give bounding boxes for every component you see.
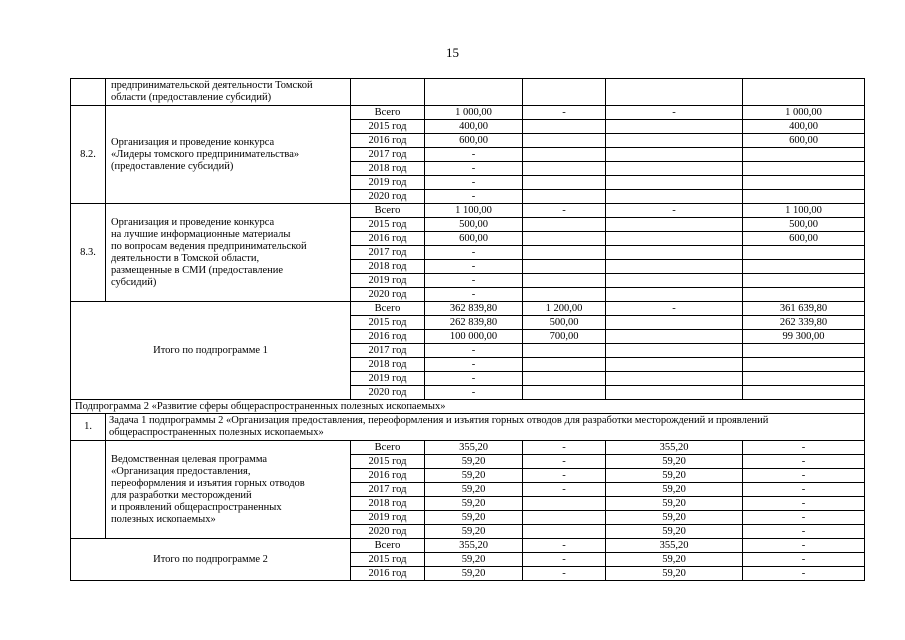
empty-cell: [351, 79, 425, 106]
other-cell: 600,00: [743, 232, 865, 246]
regional-cell: 59,20: [606, 553, 743, 567]
other-cell: [743, 344, 865, 358]
regional-cell: -: [606, 204, 743, 218]
other-cell: 1 100,00: [743, 204, 865, 218]
regional-cell: [606, 274, 743, 288]
total-cell: 262 839,80: [425, 316, 523, 330]
regional-cell: [606, 288, 743, 302]
total-cell: 59,20: [425, 525, 523, 539]
item-description: Организация и проведение конкурса на лучшие информационные материалы по вопросам ведения предпринимательской деятельности в Томской области, размещенные в СМИ (предоставление субсидий): [106, 204, 351, 302]
program-description: Ведомственная целевая программа «Организация предоставления, переоформления и изъятия горных отводов для разработки месторождений и проявлений общераспространенных полезных ископаемых»: [106, 441, 351, 539]
period-cell: Всего: [351, 106, 425, 120]
regional-cell: [606, 330, 743, 344]
regional-cell: [606, 386, 743, 400]
regional-cell: 59,20: [606, 469, 743, 483]
period-cell: 2016 год: [351, 567, 425, 581]
other-cell: 361 639,80: [743, 302, 865, 316]
regional-cell: [606, 190, 743, 204]
period-cell: 2018 год: [351, 497, 425, 511]
federal-cell: -: [523, 553, 606, 567]
other-cell: [743, 372, 865, 386]
federal-cell: -: [523, 455, 606, 469]
period-cell: 2015 год: [351, 120, 425, 134]
federal-cell: [523, 232, 606, 246]
total-cell: 1 100,00: [425, 204, 523, 218]
other-cell: 99 300,00: [743, 330, 865, 344]
page-number: 15: [446, 45, 459, 60]
regional-cell: [606, 246, 743, 260]
item-number: 8.2.: [71, 106, 106, 204]
total-cell: -: [425, 176, 523, 190]
total-cell: 59,20: [425, 553, 523, 567]
regional-cell: [606, 344, 743, 358]
regional-cell: 59,20: [606, 455, 743, 469]
regional-cell: [606, 372, 743, 386]
other-cell: [743, 246, 865, 260]
federal-cell: 700,00: [523, 330, 606, 344]
regional-cell: -: [606, 302, 743, 316]
period-cell: 2017 год: [351, 148, 425, 162]
task-text: Задача 1 подпрограммы 2 «Организация предоставления, переоформления и изъятия горных отводов для разработки месторождений и проявлений общераспространенных полезных ископаемых»: [106, 414, 865, 441]
period-cell: 2015 год: [351, 455, 425, 469]
item-description: Организация и проведение конкурса «Лидеры томского предпринимательства» (предоставление субсидий): [106, 106, 351, 204]
regional-cell: [606, 358, 743, 372]
total-cell: -: [425, 246, 523, 260]
total-cell: -: [425, 344, 523, 358]
other-cell: [743, 148, 865, 162]
other-cell: [743, 358, 865, 372]
other-cell: [743, 190, 865, 204]
period-cell: Всего: [351, 204, 425, 218]
table-row: [71, 106, 865, 120]
federal-cell: [523, 497, 606, 511]
federal-cell: [523, 274, 606, 288]
other-cell: [743, 260, 865, 274]
regional-cell: 59,20: [606, 567, 743, 581]
federal-cell: [523, 372, 606, 386]
federal-cell: [523, 162, 606, 176]
other-cell: -: [743, 483, 865, 497]
regional-cell: 59,20: [606, 483, 743, 497]
period-cell: 2016 год: [351, 232, 425, 246]
other-cell: [743, 288, 865, 302]
other-cell: 262 339,80: [743, 316, 865, 330]
federal-cell: [523, 134, 606, 148]
total-cell: 59,20: [425, 455, 523, 469]
other-cell: -: [743, 441, 865, 455]
other-cell: -: [743, 469, 865, 483]
regional-cell: 355,20: [606, 539, 743, 553]
period-cell: Всего: [351, 302, 425, 316]
period-cell: 2015 год: [351, 316, 425, 330]
regional-cell: [606, 218, 743, 232]
period-cell: Всего: [351, 539, 425, 553]
total-cell: 59,20: [425, 567, 523, 581]
other-cell: -: [743, 567, 865, 581]
federal-cell: [523, 344, 606, 358]
subprogram1-total-label: Итого по подпрограмме 1: [71, 302, 351, 400]
federal-cell: -: [523, 483, 606, 497]
other-cell: 400,00: [743, 120, 865, 134]
item-number: 8.3.: [71, 204, 106, 302]
num-cell: [71, 441, 106, 539]
total-cell: -: [425, 386, 523, 400]
federal-cell: [523, 148, 606, 162]
federal-cell: [523, 386, 606, 400]
total-cell: 355,20: [425, 441, 523, 455]
federal-cell: [523, 190, 606, 204]
continuation-desc: предпринимательской деятельности Томской области (предоставление субсидий): [106, 79, 351, 106]
regional-cell: 355,20: [606, 441, 743, 455]
period-cell: 2017 год: [351, 246, 425, 260]
total-cell: 600,00: [425, 232, 523, 246]
total-cell: -: [425, 148, 523, 162]
table-row: [71, 441, 865, 455]
federal-cell: [523, 358, 606, 372]
table-row: [71, 204, 865, 218]
total-cell: 500,00: [425, 218, 523, 232]
empty-cell: [606, 79, 743, 106]
regional-cell: [606, 260, 743, 274]
total-cell: 59,20: [425, 511, 523, 525]
federal-cell: 500,00: [523, 316, 606, 330]
subprogram2-total-label: Итого по подпрограмме 2: [71, 539, 351, 581]
num-cell: [71, 79, 106, 106]
period-cell: 2020 год: [351, 525, 425, 539]
empty-cell: [743, 79, 865, 106]
total-cell: 400,00: [425, 120, 523, 134]
continuation-row: [71, 79, 865, 106]
other-cell: -: [743, 553, 865, 567]
period-cell: Всего: [351, 441, 425, 455]
period-cell: 2020 год: [351, 386, 425, 400]
other-cell: -: [743, 455, 865, 469]
section-row: [71, 400, 865, 414]
total-cell: 1 000,00: [425, 106, 523, 120]
other-cell: -: [743, 511, 865, 525]
regional-cell: [606, 232, 743, 246]
regional-cell: [606, 176, 743, 190]
total-cell: 59,20: [425, 469, 523, 483]
federal-cell: [523, 246, 606, 260]
other-cell: [743, 176, 865, 190]
other-cell: [743, 386, 865, 400]
total-cell: -: [425, 260, 523, 274]
federal-cell: [523, 218, 606, 232]
total-cell: -: [425, 274, 523, 288]
federal-cell: [523, 260, 606, 274]
federal-cell: -: [523, 567, 606, 581]
period-cell: 2015 год: [351, 553, 425, 567]
task-number: 1.: [71, 414, 106, 441]
budget-table: [70, 78, 865, 581]
table-row: [71, 302, 865, 316]
regional-cell: 59,20: [606, 525, 743, 539]
other-cell: -: [743, 525, 865, 539]
regional-cell: [606, 162, 743, 176]
federal-cell: -: [523, 204, 606, 218]
federal-cell: [523, 525, 606, 539]
period-cell: 2019 год: [351, 372, 425, 386]
table-row: [71, 539, 865, 553]
period-cell: 2016 год: [351, 469, 425, 483]
period-cell: 2017 год: [351, 483, 425, 497]
federal-cell: [523, 288, 606, 302]
other-cell: -: [743, 539, 865, 553]
federal-cell: -: [523, 441, 606, 455]
period-cell: 2017 год: [351, 344, 425, 358]
regional-cell: [606, 148, 743, 162]
regional-cell: [606, 316, 743, 330]
empty-cell: [425, 79, 523, 106]
task-row: [71, 414, 865, 441]
total-cell: 59,20: [425, 483, 523, 497]
federal-cell: -: [523, 539, 606, 553]
other-cell: 600,00: [743, 134, 865, 148]
subprogram2-title: Подпрограмма 2 «Развитие сферы общераспространенных полезных ископаемых»: [71, 400, 865, 414]
other-cell: -: [743, 497, 865, 511]
table-body: [71, 79, 865, 581]
period-cell: 2016 год: [351, 134, 425, 148]
federal-cell: [523, 511, 606, 525]
other-cell: 500,00: [743, 218, 865, 232]
regional-cell: [606, 134, 743, 148]
other-cell: [743, 162, 865, 176]
total-cell: 355,20: [425, 539, 523, 553]
regional-cell: [606, 120, 743, 134]
period-cell: 2015 год: [351, 218, 425, 232]
period-cell: 2018 год: [351, 260, 425, 274]
federal-cell: [523, 176, 606, 190]
period-cell: 2019 год: [351, 274, 425, 288]
total-cell: 600,00: [425, 134, 523, 148]
period-cell: 2018 год: [351, 162, 425, 176]
period-cell: 2020 год: [351, 190, 425, 204]
federal-cell: 1 200,00: [523, 302, 606, 316]
total-cell: 59,20: [425, 497, 523, 511]
empty-cell: [523, 79, 606, 106]
total-cell: -: [425, 372, 523, 386]
other-cell: [743, 274, 865, 288]
other-cell: 1 000,00: [743, 106, 865, 120]
period-cell: 2018 год: [351, 358, 425, 372]
total-cell: -: [425, 358, 523, 372]
total-cell: 362 839,80: [425, 302, 523, 316]
period-cell: 2019 год: [351, 511, 425, 525]
federal-cell: [523, 120, 606, 134]
period-cell: 2019 год: [351, 176, 425, 190]
regional-cell: -: [606, 106, 743, 120]
period-cell: 2020 год: [351, 288, 425, 302]
regional-cell: 59,20: [606, 497, 743, 511]
total-cell: -: [425, 190, 523, 204]
total-cell: -: [425, 288, 523, 302]
period-cell: 2016 год: [351, 330, 425, 344]
total-cell: -: [425, 162, 523, 176]
federal-cell: -: [523, 469, 606, 483]
total-cell: 100 000,00: [425, 330, 523, 344]
federal-cell: -: [523, 106, 606, 120]
regional-cell: 59,20: [606, 511, 743, 525]
